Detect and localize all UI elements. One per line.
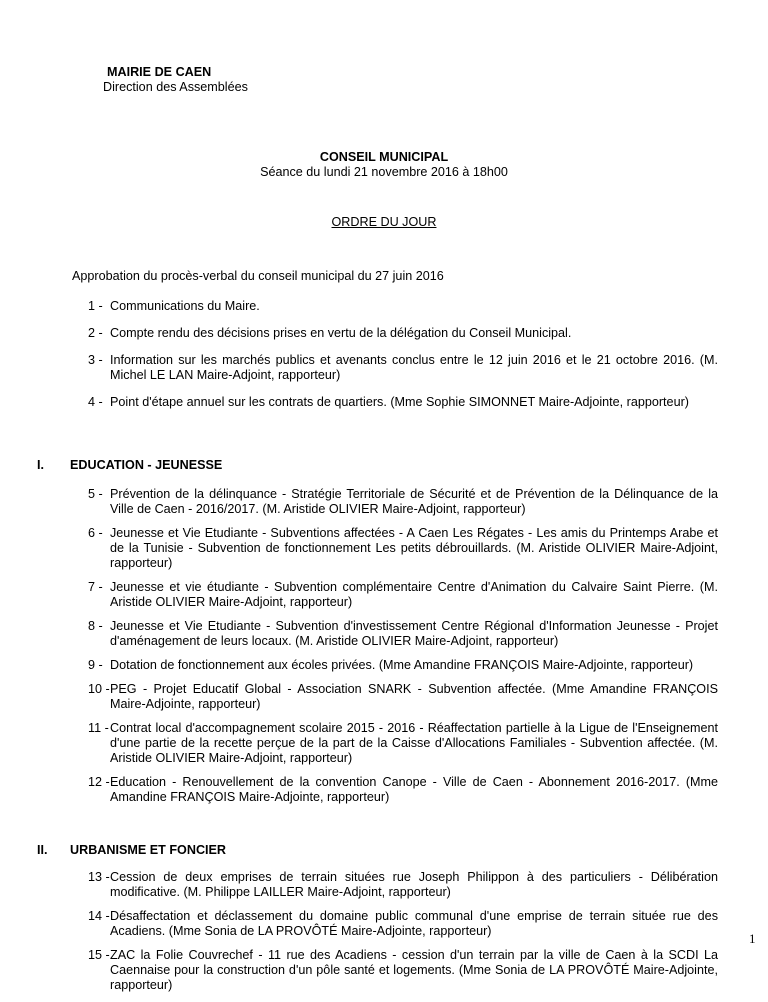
agenda-item	[88, 909, 718, 939]
agenda-item	[88, 487, 718, 517]
item-text: Dotation de fonctionnement aux écoles privées. (Mme Amandine FRANÇOIS Maire-Adjointe, rapporteur)	[110, 658, 694, 672]
item-number: 15 -	[88, 948, 110, 962]
preliminary-items	[88, 299, 718, 422]
item-number: 9 -	[88, 658, 103, 672]
agenda-item	[88, 353, 718, 383]
agenda-item	[88, 721, 718, 766]
section-number: II.	[37, 843, 48, 857]
item-number: 12 -	[88, 775, 110, 789]
section-education-items	[88, 487, 718, 814]
item-text: Cession de deux emprises de terrain situées rue Joseph Philippon à des particuliers - Délibération modificative. (M. Philippe LAILLER Maire-Adjoint, rapporteur)	[110, 870, 718, 899]
item-text: Point d'étape annuel sur les contrats de quartiers. (Mme Sophie SIMONNET Maire-Adjointe, rapporteur)	[110, 395, 689, 409]
org-name: MAIRIE DE CAEN	[107, 65, 212, 79]
item-text: Jeunesse et Vie Etudiante - Subventions affectées - A Caen Les Régates - Les amis du Printemps Arabe et de la Tunisie - Subvention de fonctionnement Les petits débrouillards. (M. Aristide OLIVIER Maire-Adjoint, rapporteur)	[110, 526, 718, 570]
approval-line: Approbation du procès-verbal du conseil municipal du 27 juin 2016	[72, 269, 444, 283]
item-number: 6 -	[88, 526, 103, 540]
section-urbanisme-items	[88, 870, 718, 1002]
item-text: Compte rendu des décisions prises en vertu de la délégation du Conseil Municipal.	[110, 326, 572, 340]
section-heading-education	[37, 458, 222, 473]
agenda-item	[88, 658, 718, 673]
item-text: PEG - Projet Educatif Global - Association SNARK - Subvention affectée. (Mme Amandine FRANÇOIS Maire-Adjointe, rapporteur)	[110, 682, 718, 711]
agenda-item	[88, 870, 718, 900]
agenda-title: ORDRE DU JOUR	[331, 215, 437, 229]
item-text: Prévention de la délinquance - Stratégie Territoriale de Sécurité et de Prévention de la Délinquance de la Ville de Caen - 2016/2017. (M. Aristide OLIVIER Maire-Adjoint, rapporteur)	[110, 487, 718, 516]
item-number: 7 -	[88, 580, 103, 594]
section-number: I.	[37, 458, 44, 472]
item-number: 3 -	[88, 353, 103, 367]
agenda-item	[88, 326, 718, 341]
item-number: 10 -	[88, 682, 110, 696]
agenda-item	[88, 948, 718, 993]
item-number: 1 -	[88, 299, 103, 313]
page-number: 1	[749, 931, 756, 946]
item-number: 11 -	[88, 721, 109, 735]
section-title: URBANISME ET FONCIER	[70, 843, 227, 857]
council-title: CONSEIL MUNICIPAL	[319, 150, 449, 164]
agenda-item	[88, 619, 718, 649]
item-number: 4 -	[88, 395, 103, 409]
item-text: Education - Renouvellement de la convention Canope - Ville de Caen - Abonnement 2016-2017. (Mme Amandine FRANÇOIS Maire-Adjointe, rapporteur)	[110, 775, 718, 804]
item-number: 8 -	[88, 619, 103, 633]
item-number: 5 -	[88, 487, 103, 501]
item-text: Jeunesse et Vie Etudiante - Subvention d'investissement Centre Régional d'Information Jeunesse - Projet d'aménagement de leurs locaux. (M. Aristide OLIVIER Maire-Adjoint, rapporteur)	[110, 619, 718, 648]
agenda-item	[88, 682, 718, 712]
item-text: Désaffectation et déclassement du domaine public communal d'une emprise de terrain située rue des Acadiens. (Mme Sonia de LA PROVÔTÉ Maire-Adjointe, rapporteur)	[110, 909, 718, 938]
agenda-item	[88, 580, 718, 610]
department-name: Direction des Assemblées	[103, 80, 248, 94]
agenda-item	[88, 775, 718, 805]
item-number: 2 -	[88, 326, 103, 340]
item-text: Information sur les marchés publics et avenants conclus entre le 12 juin 2016 et le 21 octobre 2016. (M. Michel LE LAN Maire-Adjoint, rapporteur)	[110, 353, 718, 382]
agenda-item	[88, 526, 718, 571]
item-number: 13 -	[88, 870, 110, 884]
agenda-item	[88, 299, 718, 314]
item-text: Contrat local d'accompagnement scolaire 2015 - 2016 - Réaffectation partielle à la Ligue de l'Enseignement d'une partie de la recette perçue de la part de la Caisse d'Allocations Familiales - Subvention affectée. (M. Aristide OLIVIER Maire-Adjoint, rapporteur)	[110, 721, 718, 765]
session-date: Séance du lundi 21 novembre 2016 à 18h00	[260, 165, 508, 179]
agenda-item	[88, 395, 718, 410]
section-title: EDUCATION - JEUNESSE	[70, 458, 223, 472]
item-number: 14 -	[88, 909, 110, 923]
section-heading-urbanisme	[37, 843, 226, 858]
item-text: Communications du Maire.	[110, 299, 260, 313]
item-text: Jeunesse et vie étudiante - Subvention complémentaire Centre d'Animation du Calvaire Saint Pierre. (M. Aristide OLIVIER Maire-Adjoint, rapporteur)	[110, 580, 718, 609]
item-text: ZAC la Folie Couvrechef - 11 rue des Acadiens - cession d'un terrain par la ville de Caen à la SCDI La Caennaise pour la construction d'un pôle santé et logements. (Mme Sonia de LA PROVÔTÉ Maire-Adjointe, rapporteur)	[110, 948, 718, 992]
